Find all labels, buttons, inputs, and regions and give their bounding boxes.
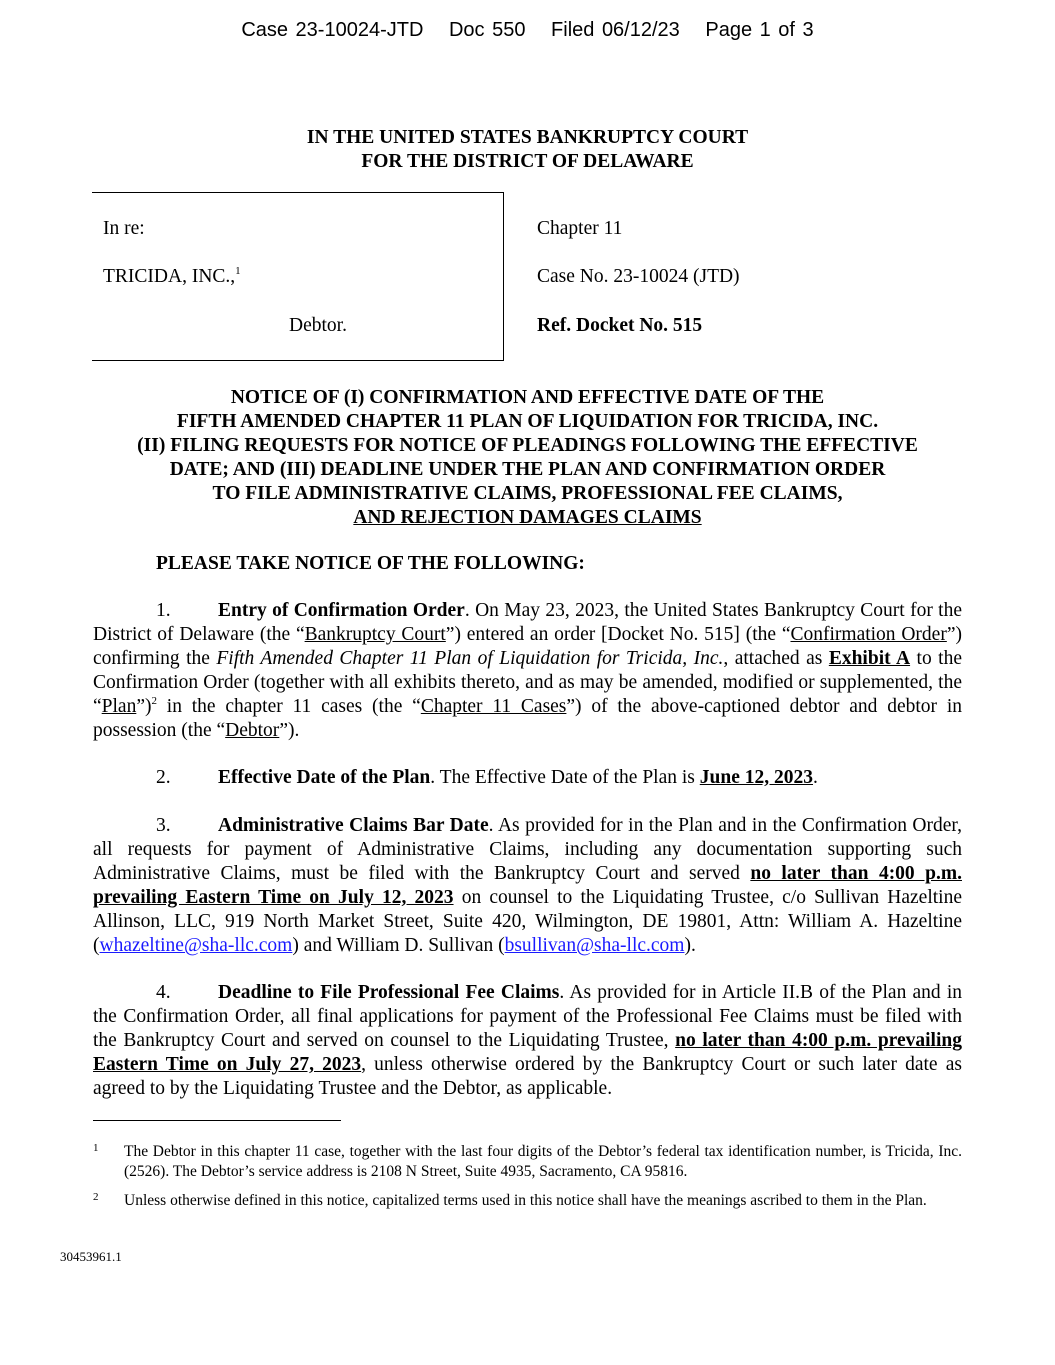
paragraph-number: 2. [156,767,171,788]
caption-debtor-name: TRICIDA, INC.,$^1$ [103,265,241,287]
notice-title-line-5: TO FILE ADMINISTRATIVE CLAIMS, PROFESSIONAL FEE CLAIMS, [212,483,843,504]
paragraph-heading: Effective Date of the Plan [218,767,431,788]
paragraph-heading: Entry of Confirmation Order [218,600,465,621]
footnote-text: The Debtor in this chapter 11 case, together with the last four digits of the Debtor’s federal tax identification number, is Tricida, Inc. (2526). The Debtor’s service address is 2108 N Street, Suite 4935, Sacramento, CA 95816. [124,1143,962,1180]
plan-title: Fifth Amended Chapter 11 Plan of Liquidation for Tricida, Inc. [216,648,724,669]
footnote-text: Unless otherwise defined in this notice, capitalized terms used in this notice shall have the meanings ascribed to them in the Plan. [124,1192,927,1209]
defined-term-plan: Plan [101,696,137,717]
defined-term-chapter-11-cases: Chapter 11 Cases [420,696,567,717]
notice-title-line-2: FIFTH AMENDED CHAPTER 11 PLAN OF LIQUIDATION FOR TRICIDA, INC. [176,411,879,432]
notice-title-line-4: DATE; AND (III) DEADLINE UNDER THE PLAN AND CONFIRMATION ORDER [169,459,886,480]
paragraph-number: 4. [156,982,171,1003]
ecf-header-stamp [0,19,1055,42]
email-link-hazeltine[interactable]: whazeltine@sha-llc.com [99,935,293,956]
effective-date: June 12, 2023 [699,767,813,788]
caption-ref-docket: Ref. Docket No. 515 [537,315,703,336]
footnote-ref-1: 1 [235,265,241,277]
paragraph-number: 3. [156,815,171,836]
notice-title [0,386,1055,530]
paragraph-heading: Administrative Claims Bar Date [218,815,489,836]
exhibit-reference: Exhibit A [828,648,911,669]
paragraph-number: 1. [156,600,171,621]
email-link-sullivan[interactable]: bsullivan@sha-llc.com [504,935,685,956]
paragraph-4: 4. Deadline to File Professional Fee Claims. As provided for in Article II.B of the Plan and in the Confirmation Order, all final applications for payment of the Professional Fee Claims must be filed with the Bankruptcy Court and served on counsel to the Liquidating Trustee, no later than 4:00 p.m. prevailing Eastern Time on July 27, 2023, unless otherwise ordered by the Bankruptcy Court or such later date as agreed to by the Liquidating Trustee and the Debtor, as applicable. [93,982,962,1099]
administrative-claims-deadline: no later than 4:00 p.m. prevailing Eastern Time on July 12, 2023 [93,863,962,908]
defined-term-bankruptcy-court: Bankruptcy Court [304,624,446,645]
caption-chapter: Chapter 11 [537,218,623,239]
paragraph-3: 3. Administrative Claims Bar Date. As provided for in the Plan and in the Confirmation Order, all requests for payment of Administrative Claims, including any documentation supporting such Administrative Claims, must be filed with the Bankruptcy Court and served no later than 4:00 p.m. prevailing Eastern Time on July 12, 2023 on counsel to the Liquidating Trustee, c/o Sullivan Hazeltine Allinson, LLC, 919 North Market Street, Suite 420, Wilmington, DE 19801, Attn: William A. Hazeltine (whazeltine@sha-llc.com) and William D. Sullivan (bsullivan@sha-llc.com). [93,815,963,956]
footnote-ref-2: 2 [151,695,157,707]
footnote-1 [93,1142,962,1182]
doc-number-stamp: Doc 550 [448,19,526,41]
caption-debtor-label: Debtor. [289,315,347,336]
notice-title-line-3: (II) FILING REQUESTS FOR NOTICE OF PLEADINGS FOLLOWING THE EFFECTIVE [137,435,918,456]
court-heading-line-2: FOR THE DISTRICT OF DELAWARE [361,151,694,172]
paragraph-heading: Deadline to File Professional Fee Claims [218,982,560,1003]
caption-case-number: Case No. 23-10024 (JTD) [537,266,740,287]
paragraph-2: 2. Effective Date of the Plan. The Effective Date of the Plan is June 12, 2023. [93,766,962,790]
case-number-stamp: Case 23-10024-JTD [241,19,424,41]
professional-fee-deadline: no later than 4:00 p.m. prevailing Eastern Time on July 27, 2023 [93,1030,962,1075]
defined-term-debtor: Debtor [225,720,280,741]
court-heading-line-1: IN THE UNITED STATES BANKRUPTCY COURT [306,127,749,148]
paragraph-1: 1. Entry of Confirmation Order. On May 23, 2023, the United States Bankruptcy Court for the District of Delaware (the “Bankruptcy Court”) entered an order [Docket No. 515] (the “Confirmation Order”) confirming the Fifth Amended Chapter 11 Plan of Liquidation for Tricida, Inc., attached as Exhibit A to the Confirmation Order (together with all exhibits thereto, and as may be amended, modified or supplemented, the “Plan”)$^2$ in the chapter 11 cases (the “Chapter 11 Cases”) of the above-captioned debtor and debtor in possession (the “Debtor”). [93,600,962,741]
notice-title-line-1: NOTICE OF (I) CONFIRMATION AND EFFECTIVE DATE OF THE [230,387,825,408]
document-id: 30453961.1 [60,1249,122,1264]
filed-date-stamp: Filed 06/12/23 [551,19,680,41]
notice-title-line-6: AND REJECTION DAMAGES CLAIMS [353,507,702,528]
defined-term-confirmation-order: Confirmation Order [790,624,947,645]
court-heading [0,126,1055,174]
footnote-number: 1 [93,1142,99,1154]
footnote-number: 2 [93,1191,99,1203]
please-take-notice: PLEASE TAKE NOTICE OF THE FOLLOWING: [156,553,585,574]
footnote-separator [93,1120,341,1121]
caption-in-re: In re: [103,218,145,239]
page-count-stamp: Page 1 of 3 [705,19,814,41]
footnote-2 [93,1191,962,1211]
